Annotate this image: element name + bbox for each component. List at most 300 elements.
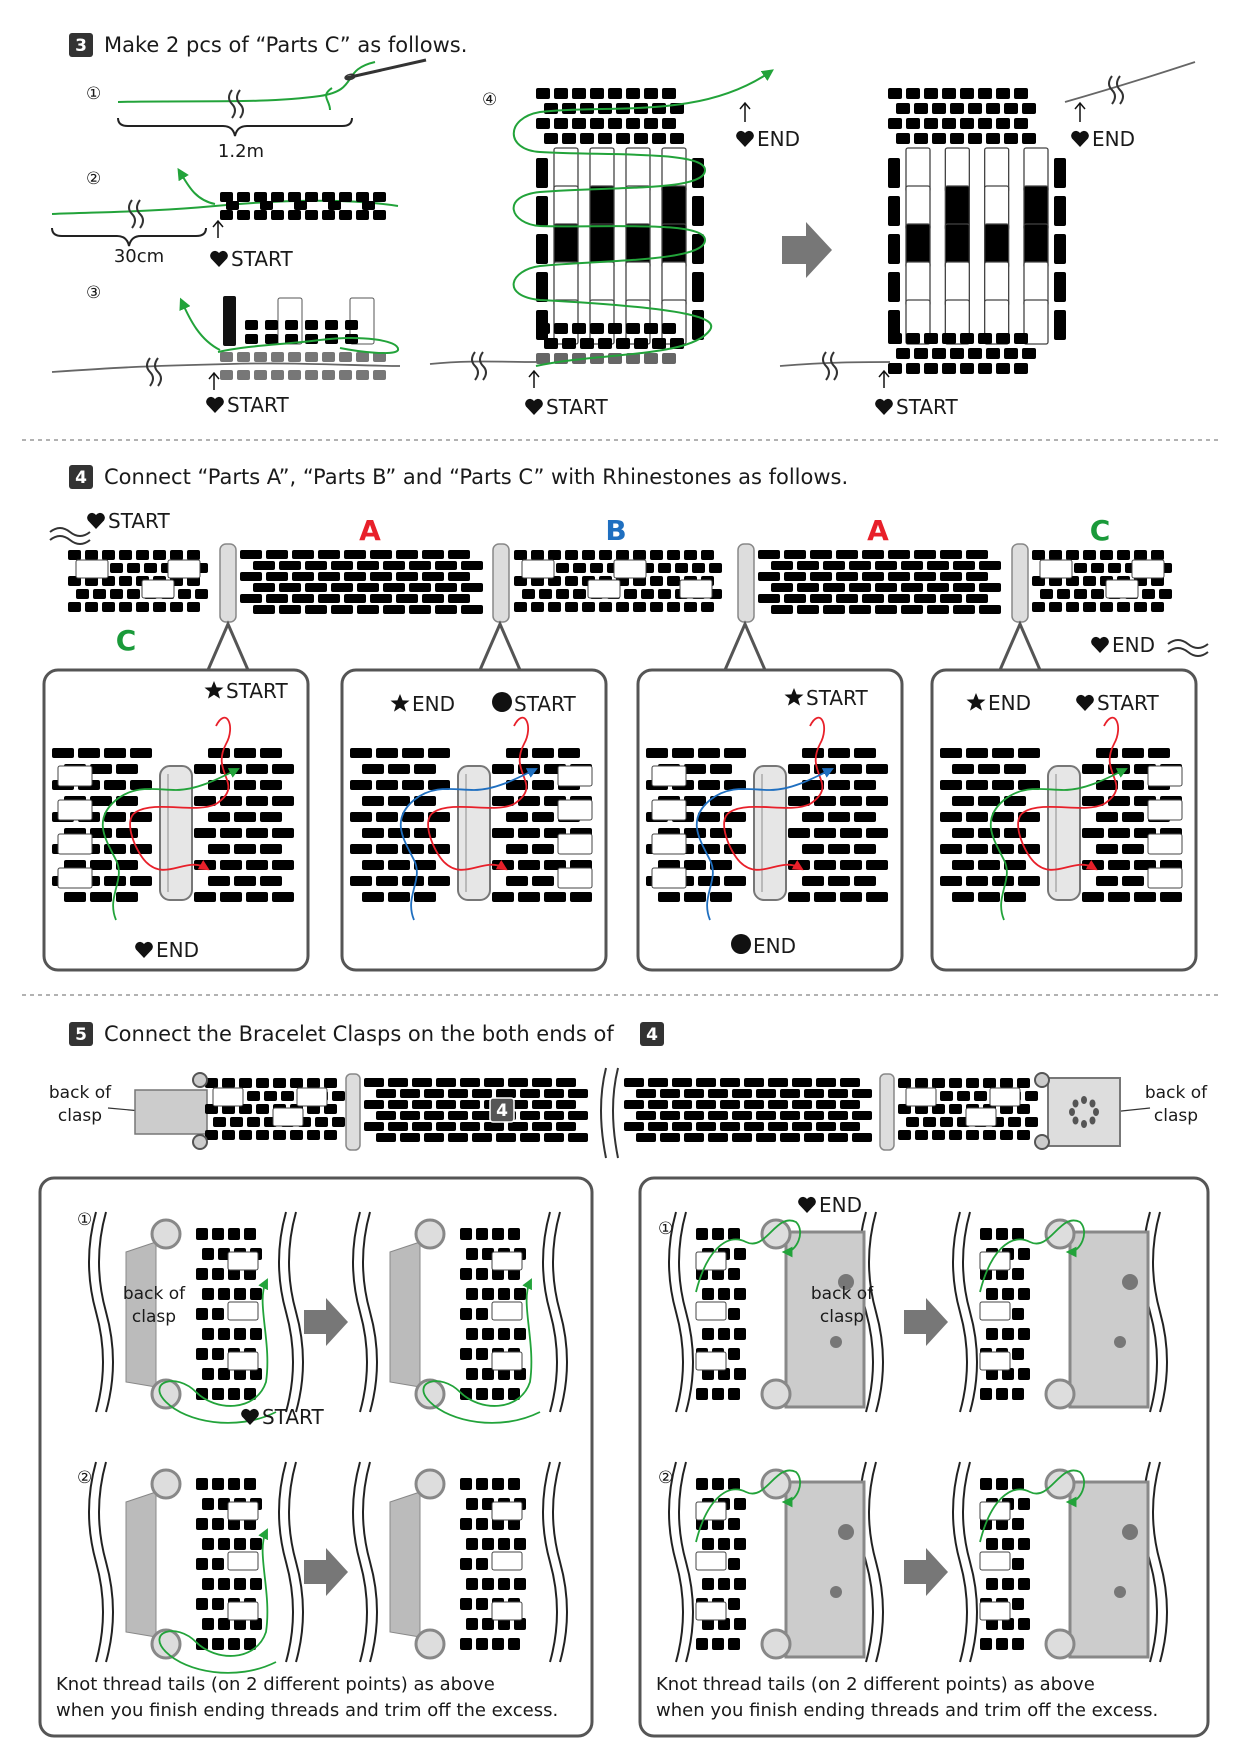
bead <box>590 88 604 99</box>
bead <box>281 1091 294 1101</box>
clasp-dot <box>1114 1586 1126 1598</box>
bead <box>307 1078 320 1088</box>
bead <box>558 748 580 758</box>
bead <box>253 605 275 614</box>
bead <box>194 828 216 838</box>
bead <box>696 1078 716 1087</box>
bead <box>771 561 793 570</box>
bead <box>986 103 1000 114</box>
bead <box>331 561 353 570</box>
bead <box>136 550 149 560</box>
bead <box>388 1078 408 1087</box>
bead <box>701 550 714 560</box>
bead <box>228 1388 240 1400</box>
bead <box>294 201 307 210</box>
thread-arrow <box>180 172 215 204</box>
left-note-line1: Knot thread tails (on 2 different points) as above <box>56 1674 495 1695</box>
bead <box>272 860 294 870</box>
bead <box>498 1578 510 1590</box>
bead <box>966 844 988 854</box>
old-bead <box>237 370 250 380</box>
bead <box>508 1122 528 1131</box>
bead <box>636 1111 656 1120</box>
bead <box>234 780 256 790</box>
bead <box>650 576 663 586</box>
bead <box>1083 550 1096 560</box>
bead <box>305 192 318 202</box>
bead <box>986 1538 998 1550</box>
panel1-end: END <box>156 938 199 962</box>
bead <box>802 876 824 886</box>
bead <box>608 323 622 334</box>
jump-ring <box>193 1073 207 1087</box>
bead <box>684 892 706 902</box>
bead <box>362 201 375 210</box>
panel3-end: END <box>753 934 796 958</box>
break-mark-icon <box>147 358 161 386</box>
bead <box>556 1078 576 1087</box>
bead <box>712 1228 724 1240</box>
bead <box>901 605 923 614</box>
clasp-left <box>135 1090 207 1134</box>
bead <box>804 1133 824 1142</box>
bead <box>170 550 183 560</box>
bead <box>234 1288 246 1300</box>
bead <box>130 876 152 886</box>
bead <box>1002 1328 1014 1340</box>
bead <box>634 338 648 349</box>
rectangle-bead <box>58 766 92 786</box>
bead <box>328 201 341 210</box>
bead <box>572 88 586 99</box>
bead <box>608 118 622 129</box>
bead <box>409 583 431 592</box>
bead <box>804 1089 824 1098</box>
bead <box>810 594 832 603</box>
step3-section <box>52 33 1195 419</box>
bead <box>573 589 586 599</box>
bead <box>932 1130 945 1140</box>
parts-c-finished-grid <box>888 88 1066 374</box>
bead <box>728 1348 740 1360</box>
bead <box>720 1122 740 1131</box>
bead <box>548 602 561 612</box>
bead <box>771 583 793 592</box>
bead <box>1025 1091 1038 1101</box>
bead <box>616 133 630 144</box>
bead <box>940 594 962 603</box>
bead <box>978 860 1000 870</box>
clasp-plate <box>786 1482 864 1657</box>
bead <box>648 1100 668 1109</box>
bead <box>266 594 288 603</box>
bead <box>370 594 392 603</box>
bead <box>828 1111 848 1120</box>
rectangle-bead <box>966 1108 996 1126</box>
clasp-ring <box>762 1470 790 1498</box>
bead <box>828 780 850 790</box>
bead <box>672 748 694 758</box>
rectangle-bead <box>590 300 614 344</box>
bead <box>996 333 1010 344</box>
bead <box>996 1638 1008 1650</box>
bead <box>273 1130 286 1140</box>
clasp-plate <box>1070 1232 1148 1407</box>
bead <box>720 1078 740 1087</box>
left-start-label: START <box>262 1405 324 1429</box>
bead <box>85 602 98 612</box>
rhinestone <box>458 766 490 900</box>
right-note-line1: Knot thread tails (on 2 different points) as above <box>656 1674 1095 1695</box>
rectangle-bead <box>906 1088 936 1106</box>
bead <box>532 748 554 758</box>
bead <box>260 876 282 886</box>
bead <box>435 605 457 614</box>
old-bead <box>305 352 318 362</box>
bead <box>466 1498 478 1510</box>
clasp-back <box>126 1492 156 1637</box>
bead <box>840 1078 860 1087</box>
bead <box>646 748 668 758</box>
bead <box>522 589 535 599</box>
next-step-arrow-icon <box>782 222 832 278</box>
bead <box>756 1133 776 1142</box>
clasp-dot <box>1089 1116 1095 1124</box>
bead <box>728 1478 740 1490</box>
bead <box>476 1228 488 1240</box>
clasp-ring <box>152 1470 180 1498</box>
bead <box>370 572 392 581</box>
bead <box>802 748 824 758</box>
bead <box>350 748 372 758</box>
rectangle-bead <box>228 1352 258 1370</box>
bead <box>1122 844 1144 854</box>
bead <box>875 583 897 592</box>
rectangle-bead <box>58 834 92 854</box>
heart-icon <box>525 399 543 415</box>
bead <box>202 1288 214 1300</box>
bead <box>266 572 288 581</box>
frame-edge <box>953 1212 977 1412</box>
bead <box>565 576 578 586</box>
bead <box>536 196 548 226</box>
old-thread <box>780 362 890 366</box>
bead <box>915 1130 928 1140</box>
bead-row-2 <box>220 192 386 220</box>
bead <box>1004 103 1018 114</box>
bead <box>797 561 819 570</box>
bead <box>1012 1308 1024 1320</box>
bead <box>784 572 806 581</box>
bead <box>624 1078 644 1087</box>
bead <box>272 796 294 806</box>
bead <box>940 1091 953 1101</box>
bead <box>476 1518 488 1530</box>
bead <box>1054 196 1066 226</box>
bead <box>305 320 318 330</box>
rectangle-bead <box>652 766 686 786</box>
bead <box>692 196 704 226</box>
bead <box>362 860 384 870</box>
bead <box>220 860 242 870</box>
bead <box>279 583 301 592</box>
length-label-30cm: 30cm <box>113 246 165 267</box>
bead <box>1100 550 1113 560</box>
clasp-dot <box>1122 1274 1138 1290</box>
bead <box>992 876 1014 886</box>
frame-edge <box>669 1462 693 1662</box>
bead <box>376 780 398 790</box>
bead <box>514 1538 526 1550</box>
bead <box>756 1089 776 1098</box>
bead <box>136 602 149 612</box>
bead <box>246 764 268 774</box>
bead <box>1122 812 1144 822</box>
rectangle-bead <box>492 1502 522 1520</box>
bead <box>1000 1078 1013 1088</box>
bead <box>667 550 680 560</box>
bead <box>710 828 732 838</box>
rectangle-bead <box>554 300 578 344</box>
rectangle-bead <box>76 560 108 578</box>
panel2-start: START <box>514 692 576 716</box>
bead <box>245 320 258 330</box>
clasp-right <box>1048 1078 1120 1146</box>
bead <box>345 320 358 330</box>
bead <box>220 892 242 902</box>
bead <box>202 1578 214 1590</box>
bead <box>940 812 962 822</box>
bead <box>734 1368 746 1380</box>
rectangle-bead <box>228 1252 258 1270</box>
bead <box>506 844 528 854</box>
bead <box>636 1133 656 1142</box>
bead <box>580 338 594 349</box>
bead <box>1012 1478 1024 1490</box>
break-mark-icon <box>823 352 837 380</box>
bead <box>1096 876 1118 886</box>
bead <box>662 323 676 334</box>
bead <box>828 1089 848 1098</box>
rectangle-bead <box>1148 868 1182 888</box>
bead <box>940 780 962 790</box>
bead <box>376 844 398 854</box>
bead <box>1017 1078 1030 1088</box>
bead <box>966 876 988 886</box>
bead <box>315 1117 328 1127</box>
bead <box>376 1133 396 1142</box>
bead <box>978 363 992 374</box>
bead <box>383 561 405 570</box>
bead <box>532 844 554 854</box>
bead <box>409 561 431 570</box>
bead <box>728 1518 740 1530</box>
bead <box>318 572 340 581</box>
bead <box>875 561 897 570</box>
bead <box>797 583 819 592</box>
bead <box>836 594 858 603</box>
bead <box>624 1122 644 1131</box>
rectangle-bead <box>588 580 620 598</box>
bead <box>932 348 946 359</box>
bead <box>279 605 301 614</box>
bead <box>492 828 514 838</box>
bead <box>288 192 301 202</box>
bead <box>641 589 654 599</box>
bead <box>508 1228 520 1240</box>
bead <box>324 1078 337 1088</box>
bead <box>702 1538 714 1550</box>
bead <box>836 572 858 581</box>
bead <box>1082 892 1104 902</box>
rectangle-bead <box>558 766 592 786</box>
bead <box>256 1104 269 1114</box>
bead <box>949 1104 962 1114</box>
bead <box>728 1268 740 1280</box>
bead <box>942 363 956 374</box>
bead <box>104 876 126 886</box>
bead <box>1049 550 1062 560</box>
bead <box>814 828 836 838</box>
bead <box>980 1638 992 1650</box>
bead <box>980 1388 992 1400</box>
rhinestone <box>493 544 509 622</box>
bead <box>339 192 352 202</box>
bead <box>952 796 974 806</box>
rectangle-bead <box>1040 560 1072 578</box>
bead <box>90 828 112 838</box>
bead <box>514 1288 526 1300</box>
heart-icon <box>736 131 754 147</box>
rectangle-bead <box>273 1108 303 1126</box>
bead <box>966 780 988 790</box>
bead <box>104 844 126 854</box>
rectangle-bead <box>1106 580 1138 598</box>
bead <box>396 550 418 559</box>
bead <box>1096 844 1118 854</box>
bead <box>246 892 268 902</box>
bead <box>852 1133 872 1142</box>
bead <box>599 550 612 560</box>
panel1-start: START <box>226 679 288 703</box>
bead <box>572 118 586 129</box>
bead <box>532 780 554 790</box>
old-bead <box>220 352 233 362</box>
bead <box>344 572 366 581</box>
clasp-dot <box>1081 1096 1087 1104</box>
bead <box>1151 602 1164 612</box>
bead <box>823 561 845 570</box>
rectangle-bead <box>522 560 554 578</box>
bead <box>356 192 369 202</box>
circle-icon <box>492 692 512 712</box>
bead <box>246 860 268 870</box>
rectangle-bead <box>297 1088 327 1106</box>
bead <box>466 1578 478 1590</box>
bead <box>1159 589 1172 599</box>
bead <box>780 1133 800 1142</box>
bead <box>288 210 301 220</box>
bead <box>896 133 910 144</box>
next-step-arrow-icon <box>304 1548 348 1596</box>
bead <box>636 1089 656 1098</box>
end-label-4: END <box>757 127 800 151</box>
frame-edge <box>543 1212 567 1412</box>
clasp-ring <box>152 1630 180 1658</box>
bead <box>924 363 938 374</box>
bead <box>402 780 424 790</box>
bead <box>435 561 457 570</box>
bead <box>400 1111 420 1120</box>
bead <box>130 844 152 854</box>
bead <box>792 1100 812 1109</box>
bead <box>492 1478 504 1490</box>
bead <box>888 363 902 374</box>
rectangle-bead <box>652 834 686 854</box>
bead <box>376 1089 396 1098</box>
bead <box>684 602 697 612</box>
bead <box>840 1100 860 1109</box>
bead <box>626 88 640 99</box>
clasp-ring <box>1046 1380 1074 1408</box>
bead <box>1117 550 1130 560</box>
rhinestone <box>1048 766 1080 900</box>
bead <box>250 1538 262 1550</box>
clasp-dot <box>838 1524 854 1540</box>
left-sub2: ② <box>77 1468 93 1488</box>
bead <box>590 323 604 334</box>
bead <box>536 353 550 364</box>
bead <box>996 1228 1008 1240</box>
bead <box>840 892 862 902</box>
step3-sub2: ② <box>86 169 102 189</box>
bead <box>292 572 314 581</box>
bead <box>544 133 558 144</box>
bead <box>130 748 152 758</box>
bead <box>448 594 470 603</box>
bead <box>658 892 680 902</box>
bead <box>684 1133 704 1142</box>
bead <box>539 589 552 599</box>
rectangle-bead <box>558 834 592 854</box>
heart-icon <box>1071 131 1089 147</box>
bead <box>237 192 250 202</box>
bead <box>196 1558 208 1570</box>
bead <box>208 844 230 854</box>
clasp-dot <box>1069 1108 1075 1116</box>
bead <box>866 796 888 806</box>
bead <box>626 323 640 334</box>
break-mark-icon <box>50 528 90 544</box>
bead <box>852 1089 872 1098</box>
bead <box>950 103 964 114</box>
bead <box>957 1091 970 1101</box>
bead <box>520 1111 540 1120</box>
bead <box>1004 348 1018 359</box>
bead <box>667 576 680 586</box>
rectangle-bead <box>662 300 686 344</box>
bead <box>684 1111 704 1120</box>
bead <box>1066 602 1079 612</box>
bead <box>986 1578 998 1590</box>
bead <box>849 561 871 570</box>
bead <box>448 1111 468 1120</box>
bead <box>436 1100 456 1109</box>
frame-edge <box>89 1462 113 1662</box>
heart-icon <box>87 513 105 529</box>
rectangle-bead <box>492 1352 522 1370</box>
bead <box>212 1348 224 1360</box>
